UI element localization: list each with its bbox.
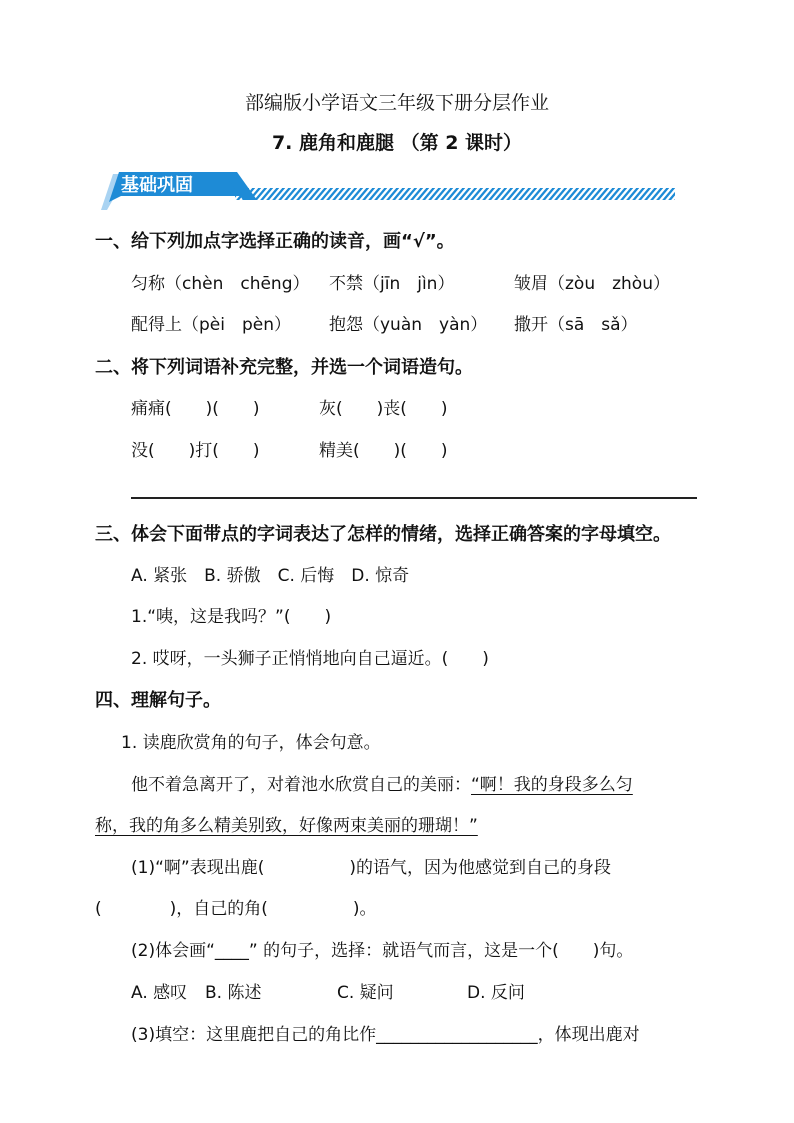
- q1-item: 不禁（jīn jìn）: [329, 274, 455, 294]
- passage-text: 他不着急离开了，对着池水欣赏自己的美丽：: [131, 775, 471, 795]
- q4-part-2: (2)体会画“____” 的句子，选择：就语气而言，这是一个( )句。: [131, 941, 634, 961]
- underlined-quote: 称，我的角多么精美别致，好像两束美丽的珊瑚！”: [95, 816, 478, 836]
- q1-item: 抱怨（yuàn yàn）: [329, 315, 488, 335]
- passage-line: [131, 773, 633, 797]
- q1-item: 皱眉（zòu zhòu）: [514, 274, 670, 294]
- q4-option: A. 感叹: [131, 983, 188, 1003]
- q3-item: 2. 哎呀，一头狮子正悄悄地向自己逼近。( ): [131, 649, 489, 669]
- q4-part-1: (1)“啊”表现出鹿( )的语气，因为他感觉到自己的身段: [131, 858, 611, 878]
- q1-heading: 一、给下列加点字选择正确的读音，画“√”。: [95, 231, 455, 252]
- q1-item: 配得上（pèi pèn）: [131, 315, 291, 335]
- q4-sub-heading: 1. 读鹿欣赏角的句子，体会句意。: [121, 733, 381, 753]
- q4-option: D. 反问: [467, 983, 525, 1003]
- banner-label: 基础巩固: [121, 175, 193, 196]
- q4-option: C. 疑问: [337, 983, 394, 1003]
- lesson-title: 7. 鹿角和鹿腿 （第 2 课时）: [271, 132, 523, 154]
- underlined-quote: “啊！我的身段多么匀: [471, 775, 633, 795]
- section-banner: [95, 168, 680, 214]
- q2-item: 没( )打( ): [131, 441, 260, 461]
- q4-option: B. 陈述: [205, 983, 262, 1003]
- q2-item: 灰( )丧( ): [319, 399, 448, 419]
- q4-heading: 四、理解句子。: [95, 690, 221, 711]
- q3-heading: 三、体会下面带点的字词表达了怎样的情绪，选择正确答案的字母填空。: [95, 524, 671, 545]
- q2-item: 精美( )( ): [319, 441, 448, 461]
- q1-item: 撒开（sā sǎ）: [514, 315, 638, 335]
- q2-heading: 二、将下列词语补充完整，并选一个词语造句。: [95, 357, 473, 378]
- q3-item: 1.“咦，这是我吗？”( ): [131, 607, 332, 627]
- answer-line[interactable]: [131, 497, 697, 499]
- q4-part-3: (3)填空：这里鹿把自己的角比作___________________，体现出鹿对: [131, 1025, 640, 1045]
- q3-options: A. 紧张 B. 骄傲 C. 后悔 D. 惊奇: [131, 566, 410, 586]
- q1-item: 匀称（chèn chēng）: [131, 274, 310, 294]
- q4-part-1-cont: ( )，自己的角( )。: [95, 899, 377, 919]
- q2-item: 痛痛( )( ): [131, 399, 260, 419]
- page-title: 部编版小学语文三年级下册分层作业: [244, 92, 549, 114]
